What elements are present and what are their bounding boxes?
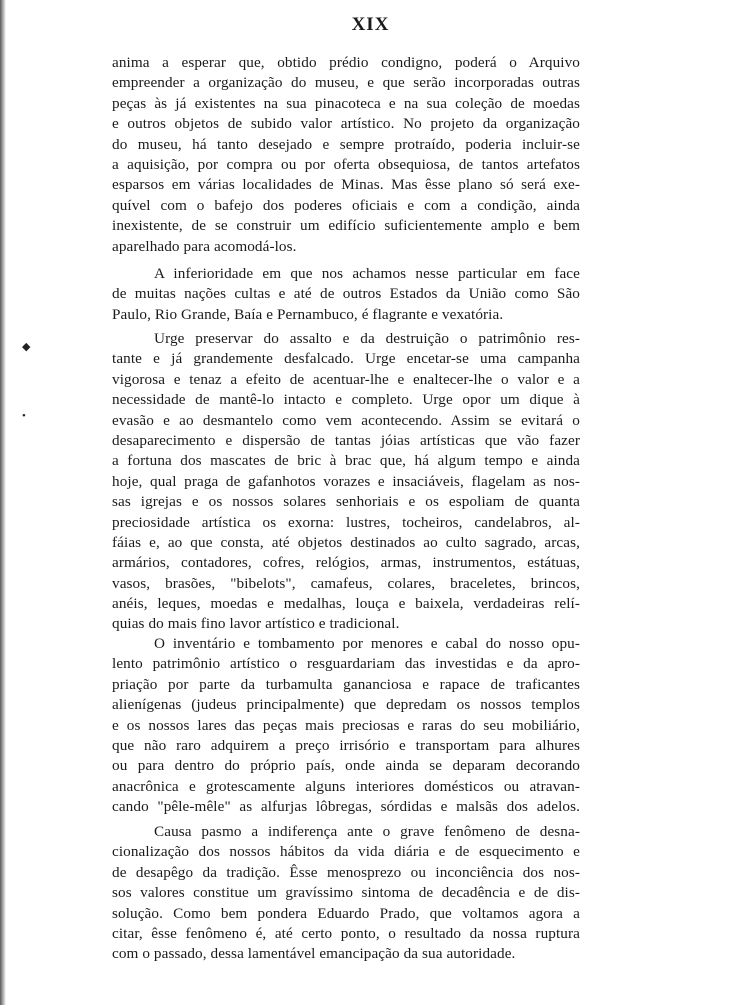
text-line: O inventário e tombamento por menores e cabal do nosso opu- (154, 635, 580, 652)
text-line: lento patrimônio artístico o resguardariam das investidas e da apro- (112, 655, 580, 673)
text-line: armários, contadores, cofres, relógios, armas, instrumentos, estátuas, (112, 554, 580, 572)
text-line: evasão e ao desmantelo como vem acontecendo. Assim se evitará o (112, 411, 580, 429)
text-line: empreender a organização do museu, e que serão incorporadas outras (112, 74, 580, 92)
paragraph-1 (112, 53, 580, 257)
text-line: desaparecimento e dispersão de tantas jóias artísticas que vão fazer (112, 431, 580, 449)
text-line: peças às já existentes na sua pinacoteca e na sua coleção de moedas (112, 94, 580, 112)
text-line: cando "pêle-mêle" as alfurjas lôbregas, sórdidas e malsãs dos adelos. (112, 798, 580, 816)
text-line: Urge preservar do assalto e da destruição o patrimônio res- (154, 330, 580, 347)
text-line: sos valores constitue um gravíssimo sintoma de decadência e de dis- (112, 884, 580, 902)
text-line: aparelhado para acomodá-los. (112, 237, 297, 255)
text-line: preciosidade artística os exorna: lustres, tocheiros, candelabros, al- (112, 513, 580, 531)
text-line: hoje, qual praga de gafanhotos vorazes e insaciáveis, flagelam as nos- (112, 472, 580, 490)
text-line: A inferioridade em que nos achamos nesse particular em face (154, 265, 580, 282)
text-line: fáias e, ao que consta, até objetos destinados ao culto sagrado, arcas, (112, 533, 580, 551)
paragraph-4 (112, 634, 580, 818)
text-line: anacrônica e grotescamente alguns interiores domésticos ou atravan- (112, 777, 580, 795)
text-line: e outros objetos de subido valor artístico. No projeto da organização (112, 115, 580, 133)
text-line: a aquisição, por compra ou por oferta obsequiosa, de tantos artefatos (112, 155, 580, 173)
text-line: do museu, há tanto desejado e sempre protraído, poderia incluir-se (112, 135, 580, 153)
text-line: citar, êsse fenômeno é, até certo ponto, o resultado da nossa ruptura (112, 924, 580, 942)
text-line: Causa pasmo a indiferença ante o grave fenômeno de desna- (154, 823, 580, 840)
text-line: alienígenas (judeus principalmente) que depredam os nossos templos (112, 696, 580, 714)
text-line: cionalização dos nossos hábitos da vida diária e de esquecimento e (112, 843, 580, 861)
text-line: vasos, brasões, "bibelots", camafeus, colares, braceletes, brincos, (112, 574, 580, 592)
text-line: sas igrejas e os nossos solares senhoriais e os espoliam de quanta (112, 493, 580, 511)
text-line: de muitas nações cultas e até de outros Estados da União como São (112, 285, 580, 303)
text-line: quível com o bafejo dos poderes oficiais e com a condição, ainda (112, 196, 580, 214)
margin-mark: ◆ (22, 341, 31, 353)
text-line: de desapêgo da tradição. Êsse menosprezo ou inconciência dos nos- (112, 863, 580, 881)
text-line: que não raro adquirem a preço irrisório e transportam para alhures (112, 736, 580, 754)
text-line: a fortuna dos mascates de bric à brac que, há algum tempo e ainda (112, 452, 580, 470)
text-line: tante e já grandemente desfalcado. Urge encetar-se uma campanha (112, 350, 580, 368)
page-edge-shadow (0, 0, 6, 1005)
text-line: e os nossos lares das peças mais preciosas e raras do seu mobiliário, (112, 716, 580, 734)
text-line: Paulo, Rio Grande, Baía e Pernambuco, é flagrante e vexatória. (112, 305, 504, 323)
text-line: esparsos em várias localidades de Minas. Mas êsse plano só será exe- (112, 176, 580, 194)
page-number: XIX (351, 14, 390, 35)
text-line: com o passado, dessa lamentável emancipação da sua autoridade. (112, 945, 516, 963)
text-line: priação por parte da turbamulta gananciosa e rapace de traficantes (112, 675, 580, 693)
text-line: anima a esperar que, obtido prédio condigno, poderá o Arquivo (112, 54, 580, 71)
margin-mark: • (22, 410, 26, 422)
text-line: inexistente, de se construir um edifício suficientemente amplo e bem (112, 217, 580, 235)
text-line: solução. Como bem pondera Eduardo Prado, que voltamos agora a (112, 904, 580, 922)
paragraph-5 (112, 822, 580, 965)
text-line: necessidade de mantê-lo intacto e completo. Urge opor um dique à (112, 391, 580, 409)
text-line: ou para dentro do próprio país, onde ainda se deparam decorando (112, 757, 580, 775)
paragraph-3 (112, 329, 580, 635)
text-line: vigorosa e tenaz a efeito de acentuar-lhe e enaltecer-lhe o valor e a (112, 370, 580, 388)
paragraph-2 (112, 264, 580, 325)
text-line: quias do mais fino lavor artístico e tradicional. (112, 615, 400, 633)
text-line: anéis, leques, moedas e medalhas, louça e baixela, verdadeiras relí- (112, 595, 580, 613)
